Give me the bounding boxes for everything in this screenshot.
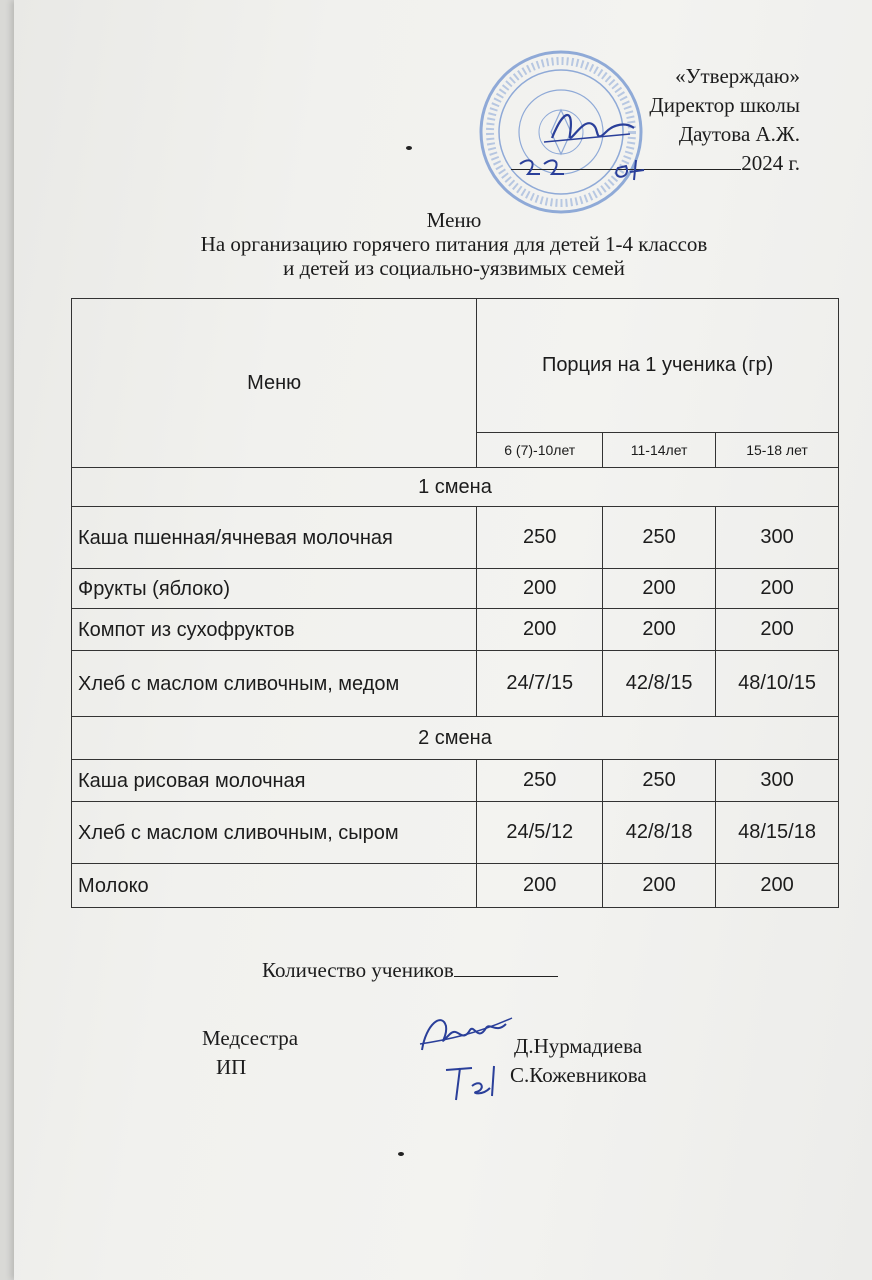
age-group-header: 11-14лет xyxy=(603,433,716,468)
shift-label: 2 смена xyxy=(72,717,839,760)
dish-name: Хлеб с маслом сливочным, медом xyxy=(72,651,477,717)
paper-mark xyxy=(406,146,412,150)
portion-value: 300 xyxy=(716,760,839,802)
approval-director-name: Даутова А.Ж. xyxy=(678,122,800,146)
student-count-blank[interactable] xyxy=(454,976,558,977)
dish-name: Хлеб с маслом сливочным, сыром xyxy=(72,802,477,864)
age-group-header: 6 (7)-10лет xyxy=(477,433,603,468)
header-portion: Порция на 1 ученика (гр) xyxy=(477,299,839,433)
approval-position: Директор школы xyxy=(649,93,800,117)
portion-value: 24/7/15 xyxy=(477,651,603,717)
student-count-label: Количество учеников xyxy=(262,958,454,982)
table-row xyxy=(72,651,839,717)
portion-value: 42/8/18 xyxy=(603,802,716,864)
menu-table xyxy=(71,298,839,908)
portion-value: 42/8/15 xyxy=(603,651,716,717)
shift-label: 1 смена xyxy=(72,468,839,507)
table-row xyxy=(72,864,839,908)
dish-name: Каша пшенная/ячневая молочная xyxy=(72,507,477,569)
approval-year: 2024 г. xyxy=(741,151,800,175)
nurse-signature xyxy=(416,1004,516,1064)
title-menu: Меню xyxy=(426,208,482,232)
document-title xyxy=(74,208,834,280)
portion-value: 300 xyxy=(716,507,839,569)
portion-value: 48/10/15 xyxy=(716,651,839,717)
title-subtitle-2: и детей из социально-уязвимых семей xyxy=(283,256,625,280)
title-subtitle-1: На организацию горячего питания для детей 1-4 классов xyxy=(200,232,708,256)
portion-value: 200 xyxy=(716,569,839,609)
handwritten-date xyxy=(500,150,690,190)
role-entrepreneur: ИП xyxy=(216,1055,247,1079)
portion-value: 200 xyxy=(603,609,716,651)
portion-value: 250 xyxy=(477,760,603,802)
table-row xyxy=(72,507,839,569)
portion-value: 200 xyxy=(477,609,603,651)
student-count-line xyxy=(262,958,558,983)
portion-value: 24/5/12 xyxy=(477,802,603,864)
approval-heading: «Утверждаю» xyxy=(675,64,800,88)
table-row xyxy=(72,760,839,802)
signature-names xyxy=(510,1032,647,1090)
table-row xyxy=(72,569,839,609)
portion-value: 200 xyxy=(603,569,716,609)
portion-value: 250 xyxy=(477,507,603,569)
portion-value: 250 xyxy=(603,760,716,802)
portion-value: 200 xyxy=(603,864,716,908)
portion-value: 200 xyxy=(716,609,839,651)
document-page xyxy=(14,0,872,1280)
portion-value: 200 xyxy=(716,864,839,908)
entrepreneur-name: С.Кожевникова xyxy=(510,1063,647,1087)
nurse-name: Д.Нурмадиева xyxy=(514,1034,643,1058)
portion-value: 200 xyxy=(477,569,603,609)
paper-mark xyxy=(398,1152,404,1156)
portion-value: 48/15/18 xyxy=(716,802,839,864)
dish-name: Фрукты (яблоко) xyxy=(72,569,477,609)
portion-value: 200 xyxy=(477,864,603,908)
age-group-header: 15-18 лет xyxy=(716,433,839,468)
dish-name: Компот из сухофруктов xyxy=(72,609,477,651)
table-row xyxy=(72,802,839,864)
table-row xyxy=(72,609,839,651)
dish-name: Молоко xyxy=(72,864,477,908)
header-menu: Меню xyxy=(72,299,477,468)
role-nurse: Медсестра xyxy=(202,1026,299,1050)
portion-value: 250 xyxy=(603,507,716,569)
dish-name: Каша рисовая молочная xyxy=(72,760,477,802)
signature-roles xyxy=(202,1024,298,1082)
entrepreneur-signature xyxy=(442,1060,512,1104)
